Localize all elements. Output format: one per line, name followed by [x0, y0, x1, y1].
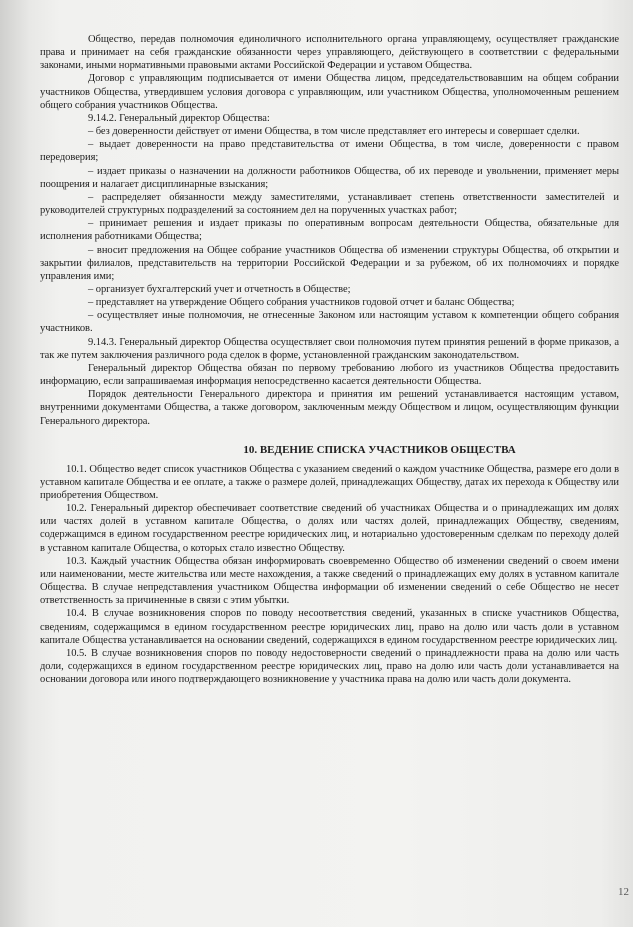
paragraph: 10.4. В случае возникновения споров по поводу несоответствия сведений, указанных в списке участников Общества, сведениям, содержащимся в едином государственном реестре юридических лиц, право на долю или часть доли в уставном капитале Общества устанавливается на основании сведений, содержащихся в едином государственном реестре юридических лиц.	[40, 608, 619, 646]
paragraph: – принимает решения и издает приказы по оперативным вопросам деятельности Общества, обязательные для исполнения работниками Общества;	[40, 218, 619, 243]
block-a	[40, 33, 619, 428]
paragraph: – выдает доверенности на право представительства от имени Общества, в том числе, доверенности с правом передоверия;	[40, 139, 619, 164]
paragraph: 10.2. Генеральный директор обеспечивает соответствие сведений об участниках Общества и о принадлежащих им долях или частях долей в уставном капитале Общества, о долях или частях долей, принадлежащих Обществу, сведениям, содержащимся в едином государственном реестре юридических лиц, и нотариально удостоверенным сделкам по переходу долей в уставном капитале Общества, о которых стало известно Обществу.	[40, 503, 619, 554]
paragraph: 10.1. Общество ведет список участников Общества с указанием сведений о каждом участнике Общества, размере его доли в уставном капитале Общества и ее оплате, а также о размере долей, принадлежащих Обществу, датах их перехода к Обществу или приобретения Обществом.	[40, 463, 619, 501]
paragraph: Порядок деятельности Генерального директора и принятия им решений устанавливается настоящим уставом, внутренними документами Общества, а также договором, заключенным между Обществом и лицом, осуществляющим функции Генерального директора.	[40, 389, 619, 427]
block-b	[40, 463, 619, 687]
paragraph: – без доверенности действует от имени Общества, в том числе представляет его интересы и совершает сделки.	[88, 126, 580, 138]
paragraph: – издает приказы о назначении на должности работников Общества, об их переводе и увольнении, применяет меры поощрения и налагает дисциплинарные взыскания;	[40, 165, 619, 190]
paragraph: 10.5. В случае возникновения споров по поводу недостоверности сведений о принадлежности права на долю или часть доли, содержащихся в едином государственном реестре юридических лиц, право на долю или часть доли устанавливается на основании договора или иного подтверждающего возникновение у участника права на долю или часть доли документа.	[40, 647, 619, 686]
paragraph: – распределяет обязанности между заместителями, устанавливает степень ответственности заместителей и руководителей структурных подразделений за состоянием дел на порученных участках работ;	[40, 191, 619, 217]
page-number: 12	[618, 886, 629, 898]
paragraph: 9.14.3. Генеральный директор Общества осуществляет свои полномочия путем принятия решений в форме приказов, а так же путем заключения различного рода сделок в форме, установленной гражданским законодательством.	[40, 336, 619, 361]
paragraph: – представляет на утверждение Общего собрания участников годовой отчет и баланс Общества;	[88, 297, 515, 309]
paragraph: – осуществляет иные полномочия, не отнесенные Законом или настоящим уставом к компетенции общего собрания участников.	[40, 310, 619, 335]
paragraph: Общество, передав полномочия единоличного исполнительного органа управляющему, осуществляет гражданские права и принимает на себя гражданские обязанности через управляющего, действующего в соответствии с федеральными законами, иными нормативными правовыми актами Российской Федерации и уставом Общества.	[40, 34, 619, 72]
paragraph: – вносит предложения на Общее собрание участников Общества об изменении структуры Общества, об открытии и закрытии филиалов, представительств на территории Российской Федерации и за рубежом, об их полномочиях и порядке управления ими;	[40, 244, 619, 282]
paragraph: Генеральный директор Общества обязан по первому требованию любого из участников Общества предоставить информацию, если запрашиваемая информация непосредственно касается деятельности Общества.	[40, 362, 619, 388]
paragraph: Договор с управляющим подписывается от имени Общества лицом, председательствовавшим на общем собрании участников Общества, утвердившем условия договора с управляющим, или участником Общества, уполномоченным решением общего собрания участников Общества.	[40, 73, 619, 111]
paragraph: 10.3. Каждый участник Общества обязан информировать своевременно Общество об изменении сведений о своем имени или наименовании, месте жительства или месте нахождения, а также сведений о принадлежащих ему долях в уставном капитале Общества. В случае непредставления участником Общества информации об изменении сведений о себе Общество не несет ответственность за причиненные в связи с этим убытки.	[40, 555, 619, 607]
paragraph: 9.14.2. Генеральный директор Общества:	[88, 112, 270, 124]
section-heading: 10. ВЕДЕНИЕ СПИСКА УЧАСТНИКОВ ОБЩЕСТВА	[243, 443, 516, 456]
paragraph: – организует бухгалтерский учет и отчетность в Обществе;	[88, 283, 351, 295]
